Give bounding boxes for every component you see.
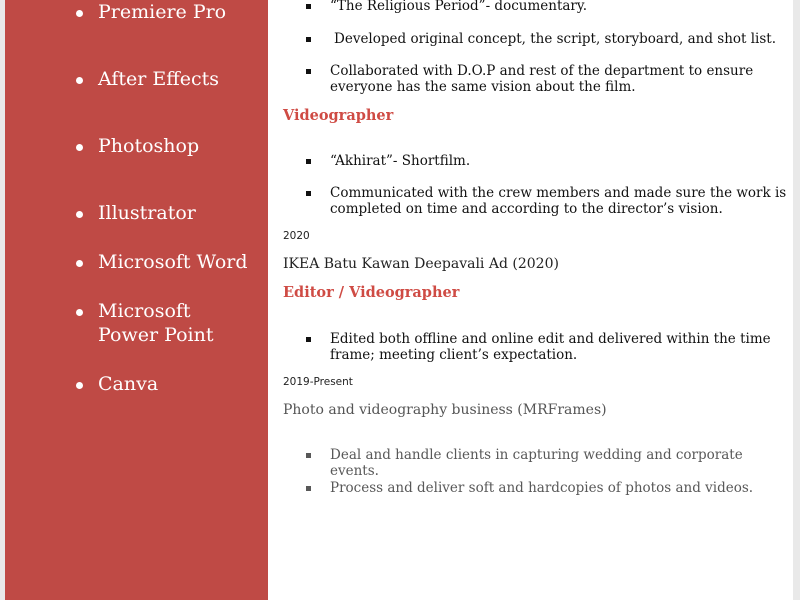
role-title: Editor / Videographer [283,284,460,301]
bullet-icon [306,37,311,42]
list-item [330,0,587,14]
bullet-text: Communicated with the crew members and made sure the work is [330,185,787,201]
bullet-text: Process and deliver soft and hardcopies of photos and videos. [330,480,754,496]
skill-label: Photoshop [98,135,200,157]
skill-label: Microsoft Word [98,251,248,273]
skill-label: Premiere Pro [98,1,227,23]
bullet-icon [306,453,311,458]
list-item [330,185,786,217]
bullet-text: everyone has the same vision about the film. [330,79,636,95]
job-title: Photo and videography business (MRFrames) [283,402,607,418]
bullet-icon [76,77,83,84]
role-title: Videographer [283,107,394,124]
job-title: IKEA Batu Kawan Deepavali Ad (2020) [283,256,559,272]
bullet-icon [306,191,311,196]
list-item [330,331,771,363]
bullet-icon [306,159,311,164]
date-label: 2020 [283,230,310,242]
skill-label: Illustrator [98,202,196,224]
bullet-icon [306,486,311,491]
bullet-icon [76,260,83,267]
skill-label-line1: Microsoft [98,300,191,322]
list-item [330,31,776,47]
bullet-icon [76,211,83,218]
bullet-text: Edited both offline and online edit and delivered within the time [330,331,771,347]
bullet-icon [306,337,311,342]
bullet-text: Collaborated with D.O.P and rest of the department to ensure [330,63,754,79]
bullet-icon [76,309,83,316]
bullet-text: Developed original concept, the script, storyboard, and shot list. [334,31,777,47]
skill-label: After Effects [98,68,220,90]
skill-label: Canva [98,373,159,395]
bullet-text: “Akhirat”- Shortfilm. [330,153,471,169]
list-item [330,153,470,169]
bullet-icon [76,10,83,17]
list-item [330,447,743,479]
bullet-text: “The Religious Period”- documentary. [330,0,587,14]
date-label: 2019-Present [283,376,353,388]
bullet-icon [76,382,83,389]
bullet-icon [76,144,83,151]
bullet-text: events. [330,463,379,479]
skill-label-line2: Power Point [98,324,214,346]
bullet-text: Deal and handle clients in capturing wedding and corporate [330,447,743,463]
bullet-text: completed on time and according to the director’s vision. [330,201,723,217]
list-item [330,63,753,95]
bullet-icon [306,4,311,9]
bullet-text: frame; meeting client’s expectation. [330,347,578,363]
bullet-icon [306,69,311,74]
list-item [330,480,753,496]
